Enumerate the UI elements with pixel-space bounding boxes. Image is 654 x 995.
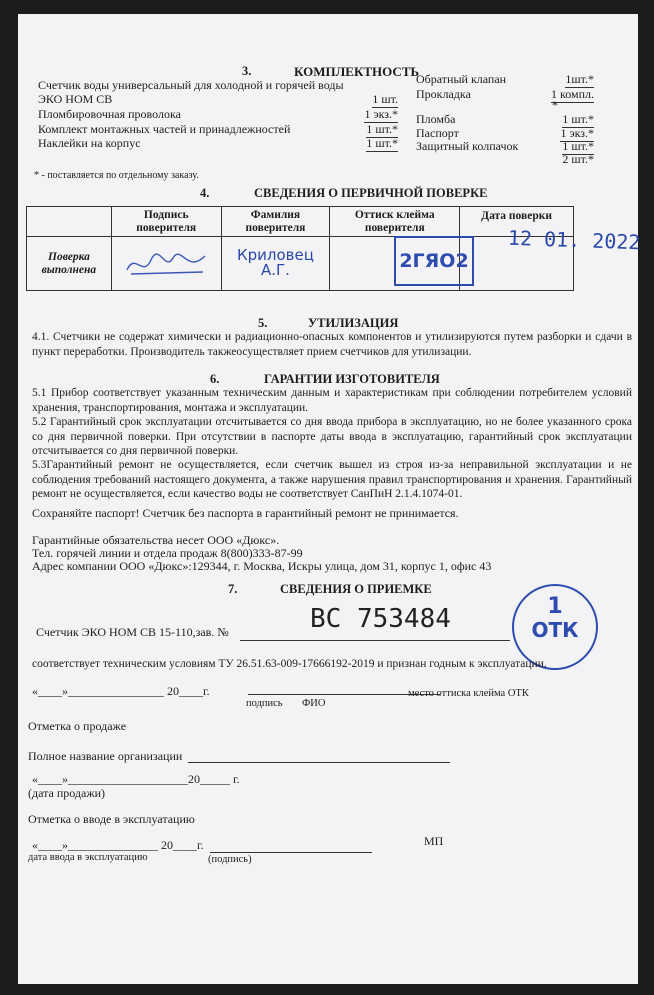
kit-item-3-qty: 1 шт.* xyxy=(366,122,398,136)
org-label: Полное название организации xyxy=(28,749,183,763)
passport-page xyxy=(18,14,641,984)
acceptance-date: «____»________________ 20____г. xyxy=(32,684,210,698)
hotline: Тел. горячей линии и отдела продаж 8(800)333-87-99 xyxy=(32,546,303,560)
section6-p3: 5.3Гарантийный ремонт не осуществляется, если счетчик вышел из строя из-за неправильной эксплуатации и не соблюдения требований настоящего документа, а также нарушения правил транспортирования и хранения. Гарантийный ремонт не осуществляется, если качество воды не соответствует СанПиН 2.1.4.1074-01. xyxy=(32,459,632,500)
section4-title: СВЕДЕНИЯ О ПЕРВИЧНОЙ ПОВЕРКЕ xyxy=(254,186,488,200)
row-verified-label: Поверка выполнена xyxy=(27,237,112,291)
kit-right-2-qty: * xyxy=(552,98,558,112)
section6-title: ГАРАНТИИ ИЗГОТОВИТЕЛЯ xyxy=(264,372,440,386)
meter-label: Счетчик ЭКО НОМ СВ 15-110,зав. № xyxy=(36,625,229,639)
section6-number: 6. xyxy=(210,372,220,386)
company-address: Адрес компании ООО «Дюкс»:129344, г. Москва, Искры улица, дом 31, корпус 1, офис 43 xyxy=(32,559,492,573)
sale-title: Отметка о продаже xyxy=(28,719,127,733)
kit-right-3-qty: 1 шт.* xyxy=(562,112,594,126)
kit-item-1-qty: 1 шт. xyxy=(372,92,398,106)
serial-line xyxy=(240,640,510,641)
section6-p2: 5.2 Гарантийный срок эксплуатации отсчитывается со дня ввода прибора в эксплуатацию, но не более указанного срока со дня первичной поверки. При отсутствии в паспорте даты ввода в эксплуатацию, гарантийный срок эксплуатации отсчитывается со дня первичной поверки. xyxy=(32,416,632,457)
kit-right-4-name: Паспорт xyxy=(416,126,459,140)
keep-passport-note: Сохраняйте паспорт! Счетчик без паспорта в гарантийный ремонт не принимается. xyxy=(32,506,459,520)
conformity-text: соответствует техническим условиям ТУ 26.51.63-009-17666192-2019 и признан годным к эксплуатации. xyxy=(32,658,547,670)
section5-title: УТИЛИЗАЦИЯ xyxy=(308,316,399,330)
kit-footnote: * - поставляется по отдельному заказу. xyxy=(34,170,199,181)
commissioning-title: Отметка о вводе в эксплуатацию xyxy=(28,812,195,826)
commissioning-date-caption: дата ввода в эксплуатацию xyxy=(28,852,148,863)
kit-item-2 xyxy=(38,107,398,122)
col-signature: Подпись поверителя xyxy=(111,207,221,237)
kit-right-5-name: Защитный колпачок xyxy=(416,139,519,153)
kit-item-2-name: Пломбировочная проволока xyxy=(38,107,181,121)
handwritten-surname: Криловец А.Г. xyxy=(236,245,314,279)
section3-number: 3. xyxy=(242,64,252,78)
verifier-stamp: 2ГЯО2 xyxy=(394,236,474,286)
otk-text: ОТК xyxy=(531,618,579,642)
kit-right-3-name: Пломба xyxy=(416,112,456,126)
kit-right-1-name: Прокладка xyxy=(416,87,471,101)
commissioning-sign-line xyxy=(210,852,372,853)
kit-right-5-qty: 1 шт.* xyxy=(562,139,594,153)
sale-date-caption: (дата продажи) xyxy=(28,786,106,800)
col-date: Дата поверки xyxy=(460,207,574,237)
kit-right-4-qty: 1 экз.* xyxy=(560,126,594,140)
signature-caption: подпись xyxy=(246,698,283,709)
kit-item-0: Счетчик воды универсальный для холодной и горячей воды xyxy=(38,78,344,92)
serial-number: ВС 753484 xyxy=(310,604,451,634)
signature-cell xyxy=(111,237,221,291)
stamped-date: 12 01. 2022 xyxy=(507,225,641,255)
kit-right-0-qty: 1шт.* xyxy=(565,72,594,86)
kit-right-0 xyxy=(416,72,594,87)
kit-item-4-qty: 1 шт.* xyxy=(366,136,398,150)
kit-item-2-qty: 1 экз.* xyxy=(364,107,398,121)
kit-item-1-name: ЭКО НОМ СВ xyxy=(38,92,113,106)
mp-label: МП xyxy=(424,834,444,848)
otk-number: 1 xyxy=(547,594,563,619)
sale-date: «____»____________________20_____ г. xyxy=(32,772,240,786)
kit-item-3-name: Комплект монтажных частей и принадлежностей xyxy=(38,122,291,136)
stamp-place-caption: место оттиска клейма ОТК xyxy=(408,688,529,699)
kit-right-3 xyxy=(416,112,594,127)
kit-item-1 xyxy=(38,92,398,107)
kit-right-1 xyxy=(416,87,594,102)
kit-right-0-name: Обратный клапан xyxy=(416,72,507,86)
verification-table xyxy=(26,206,574,291)
col-surname: Фамилия поверителя xyxy=(221,207,330,237)
handwritten-signature-icon xyxy=(121,242,211,282)
fio-caption: ФИО xyxy=(302,698,326,709)
section5-text: 4.1. Счетчики не содержат химически и радиационно-опасных компонентов и утилизируются путем разборки и сдачи в пункт переработки. Производитель такжеосуществляет прием счетчиков для утилизации. xyxy=(32,331,632,358)
commissioning-sign-caption: (подпись) xyxy=(208,854,252,865)
section3-title: КОМПЛЕКТНОСТЬ xyxy=(294,64,420,79)
section7-number: 7. xyxy=(228,582,238,596)
kit-item-3 xyxy=(38,122,398,137)
section5-number: 5. xyxy=(258,316,268,330)
kit-item-4 xyxy=(38,136,398,151)
kit-item-4-name: Наклейки на корпус xyxy=(38,136,141,150)
section7-title: СВЕДЕНИЯ О ПРИЕМКЕ xyxy=(280,582,432,596)
kit-right-1-qty: 1 компл. xyxy=(551,87,594,101)
section4-number: 4. xyxy=(200,186,210,200)
org-line xyxy=(188,762,450,763)
surname-cell xyxy=(221,237,330,291)
warranty-holder: Гарантийные обязательства несет ООО «Дюкс». xyxy=(32,533,280,547)
section6-p1: 5.1 Прибор соответствует указанным техническим данным и характеристикам при соблюдении потребителем условий хранения, транспортирования, монтажа и эксплуатации. xyxy=(32,387,632,414)
col-stamp: Оттиск клейма поверителя xyxy=(330,207,460,237)
kit-right-6-qty: 2 шт.* xyxy=(562,152,594,166)
commissioning-date: «____»_______________ 20____г. xyxy=(32,838,204,852)
